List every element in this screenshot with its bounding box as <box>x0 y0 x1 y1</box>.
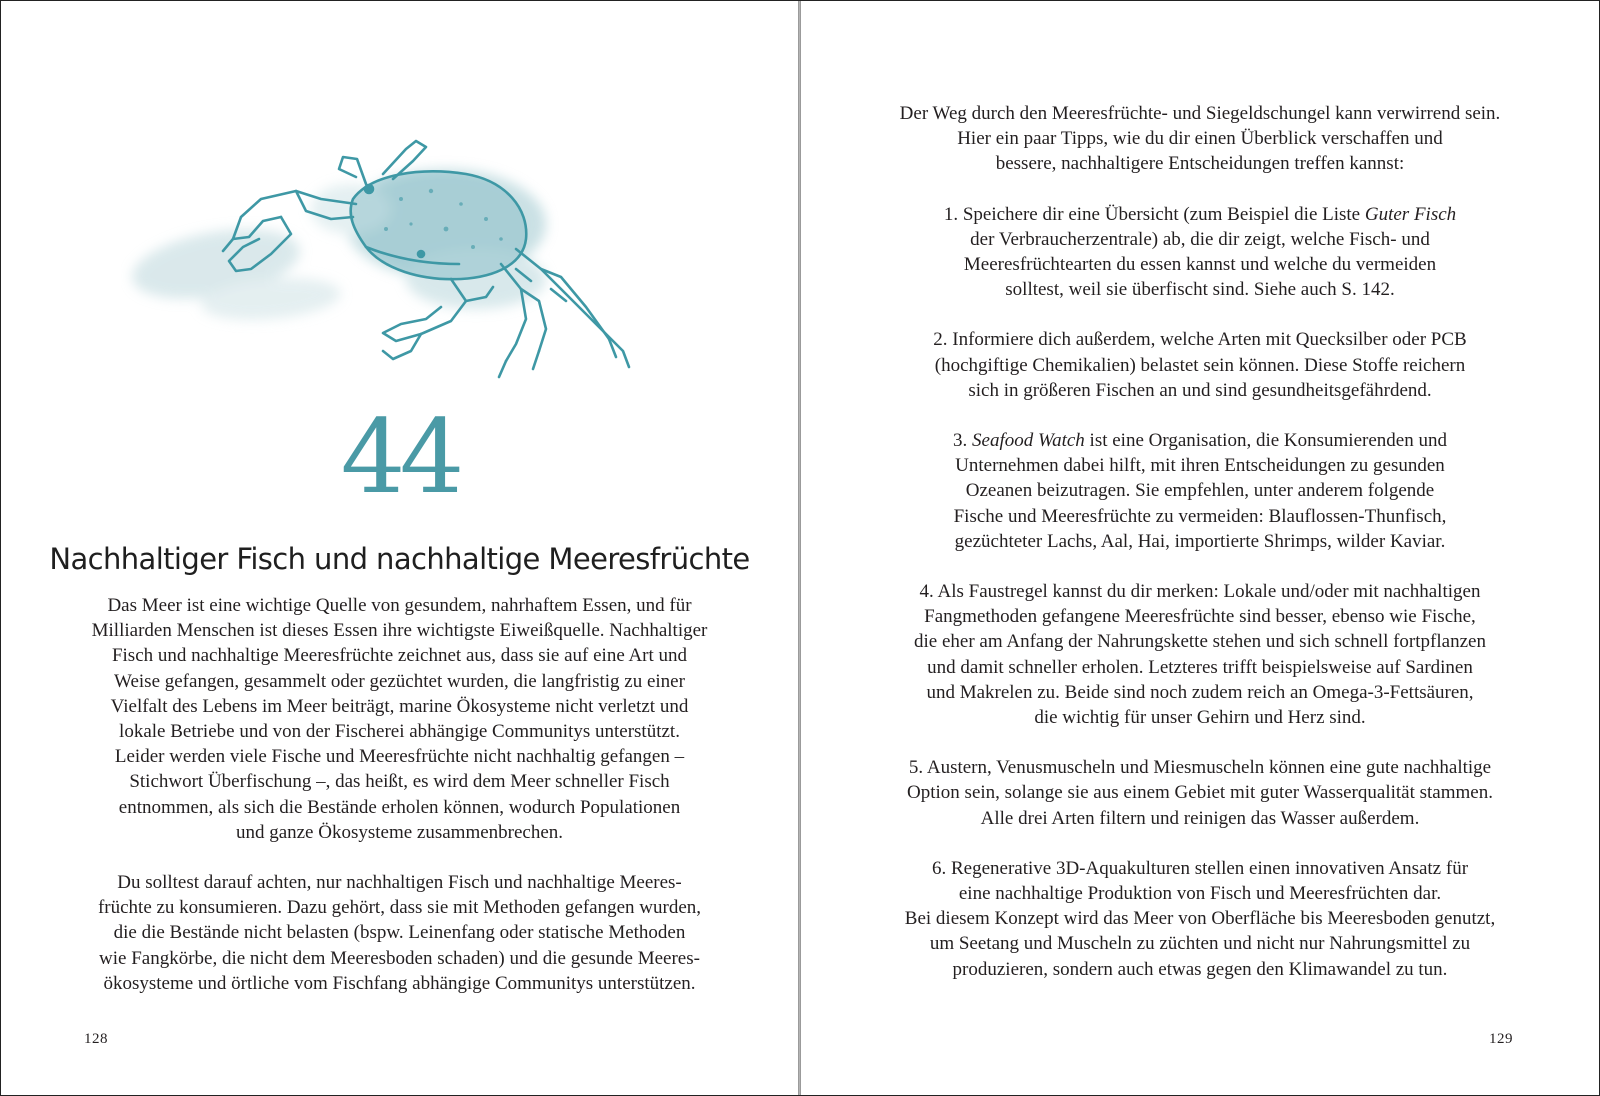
tip-5 <box>861 755 1539 831</box>
right-body-text <box>861 101 1539 982</box>
text-line: und Makrelen zu. Beide sind noch zudem reich an Omega-3-Fettsäuren, <box>926 681 1474 703</box>
text-line: Bei diesem Konzept wird das Meer von Oberfläche bis Meeresboden genutzt, <box>904 908 1496 930</box>
tip-3 <box>861 428 1539 554</box>
guter-fisch-title: Guter Fisch <box>1364 203 1457 225</box>
text-line: entnommen, als sich die Bestände erholen können, wodurch Populationen <box>118 796 681 818</box>
text-line: solltest, weil sie überfischt sind. Siehe auch S. 142. <box>1005 279 1395 301</box>
text-line: Weise gefangen, gesammelt oder gezüchtet wurden, die langfristig zu einer <box>114 670 685 692</box>
text-line: Milliarden Menschen ist dieses Essen ihre wichtigste Eiweißquelle. Nachhaltiger <box>91 620 708 642</box>
text-line: Hier ein paar Tipps, wie du dir einen Überblick verschaffen und <box>957 128 1443 150</box>
text-line: wie Fangkörbe, die nicht dem Meeresboden schaden) und die gesunde Meeres- <box>99 947 700 969</box>
intro-paragraph <box>861 101 1539 177</box>
text-line: Fisch und nachhaltige Meeresfrüchte zeichnet aus, dass sie auf eine Art und <box>111 645 688 667</box>
text-line: der Verbraucherzentrale) ab, die dir zeigt, welche Fisch- und <box>970 228 1430 250</box>
text-line: um Seetang und Muscheln zu züchten und nicht nur Nahrungsmittel zu <box>929 933 1471 955</box>
text-line: (hochgiftige Chemikalien) belastet sein können. Diese Stoffe reichern <box>934 354 1466 376</box>
text-line: die wichtig für unser Gehirn und Herz sind. <box>1034 707 1366 729</box>
text-line: Stichwort Überfischung –, das heißt, es wird dem Meer schneller Fisch <box>129 771 670 793</box>
chapter-title: Nachhaltiger Fisch und nachhaltige Meeresfrüchte <box>49 542 750 576</box>
text-line: die die Bestände nicht belasten (bspw. Leinenfang oder statische Methoden <box>113 922 686 944</box>
text-line: sich in größeren Fischen an und sind gesundheitsgefährdend. <box>968 379 1432 401</box>
chapter-number: 44 <box>340 398 459 517</box>
tip-4 <box>861 579 1539 730</box>
text-line: Der Weg durch den Meeresfrüchte- und Siegeldschungel kann verwirrend sein. <box>899 103 1501 124</box>
text-line: Alle drei Arten filtern und reinigen das Wasser außerdem. <box>980 807 1420 829</box>
text-line: produzieren, sondern auch etwas gegen den Klimawandel zu tun. <box>952 958 1448 980</box>
text-line: Das Meer ist eine wichtige Quelle von gesundem, nahrhaftem Essen, und für <box>107 595 692 616</box>
text-line: 4. Als Faustregel kannst du dir merken: Lokale und/oder mit nachhaltigen <box>919 581 1481 603</box>
text-line: bessere, nachhaltigere Entscheidungen treffen kannst: <box>995 153 1405 175</box>
text-line: Ozeanen beizutragen. Sie empfehlen, unter anderem folgende <box>965 480 1435 502</box>
text-line: Unternehmen dabei hilft, mit ihren Entscheidungen zu gesunden <box>955 455 1445 477</box>
text-line: Du solltest darauf achten, nur nachhaltigen Fisch und nachhaltige Meeres- <box>117 872 682 894</box>
text-line: die eher am Anfang der Nahrungskette stehen und sich schnell fortpflanzen <box>914 631 1486 653</box>
text-line: Meeresfrüchtearten du essen kannst und welche du vermeiden <box>963 254 1437 276</box>
tip-6 <box>861 856 1539 982</box>
text-line: früchte zu konsumieren. Dazu gehört, dass sie mit Methoden gefangen wurden, <box>97 897 702 919</box>
tip-1-text: 1. Speichere dir eine Übersicht (zum Beispiel die Liste <box>943 203 1365 225</box>
page-number-right: 129 <box>1489 1031 1513 1047</box>
text-line <box>861 428 1539 453</box>
tip-3-prefix: 3. <box>953 430 973 452</box>
tip-3-text: ist eine Organisation, die Konsumierenden und <box>1084 430 1447 452</box>
page-number-left: 128 <box>84 1031 108 1047</box>
tip-2 <box>861 327 1539 403</box>
text-line: ökosysteme und örtliche vom Fischfang abhängige Communitys unterstützen. <box>103 972 696 994</box>
text-line: lokale Betriebe und von der Fischerei abhängige Communitys unterstützt. <box>119 721 680 743</box>
text-line: 6. Regenerative 3D-Aquakulturen stellen einen innovativen Ansatz für <box>931 857 1469 879</box>
text-line: und ganze Ökosysteme zusammenbrechen. <box>235 821 564 843</box>
text-line: und damit schneller erholen. Letzteres trifft beispielsweise auf Sardinen <box>927 656 1473 678</box>
text-line: 2. Informiere dich außerdem, welche Arten mit Quecksilber oder PCB <box>933 329 1467 351</box>
left-body-text <box>61 593 738 996</box>
left-page <box>1 1 798 1095</box>
text-line: gezüchteter Lachs, Aal, Hai, importierte Shrimps, wilder Kaviar. <box>954 530 1446 552</box>
text-line: 5. Austern, Venusmuscheln und Miesmuscheln können eine gute nachhaltige <box>908 757 1492 779</box>
text-line: Vielfalt des Lebens im Meer beiträgt, marine Ökosysteme nicht verletzt und <box>110 695 689 717</box>
text-line <box>861 202 1539 227</box>
text-line: Fangmethoden gefangene Meeresfrüchte sind besser, ebenso wie Fische, <box>924 606 1476 628</box>
text-line: Leider werden viele Fische und Meeresfrüchte nicht nachhaltig gefangen – <box>114 746 685 768</box>
crab-illustration-icon <box>121 129 641 394</box>
text-line: eine nachhaltige Produktion von Fisch und Meeresfrüchten dar. <box>958 883 1442 905</box>
left-paragraph-1 <box>61 593 738 845</box>
tip-1 <box>861 202 1539 303</box>
text-line: Fische und Meeresfrüchte zu vermeiden: Blauflossen-Thunfisch, <box>953 505 1447 527</box>
seafood-watch-name: Seafood Watch <box>972 430 1085 452</box>
text-line: Option sein, solange sie aus einem Gebiet mit guter Wasserqualität stammen. <box>907 782 1493 804</box>
left-paragraph-2 <box>61 870 738 996</box>
right-page <box>801 1 1599 1095</box>
